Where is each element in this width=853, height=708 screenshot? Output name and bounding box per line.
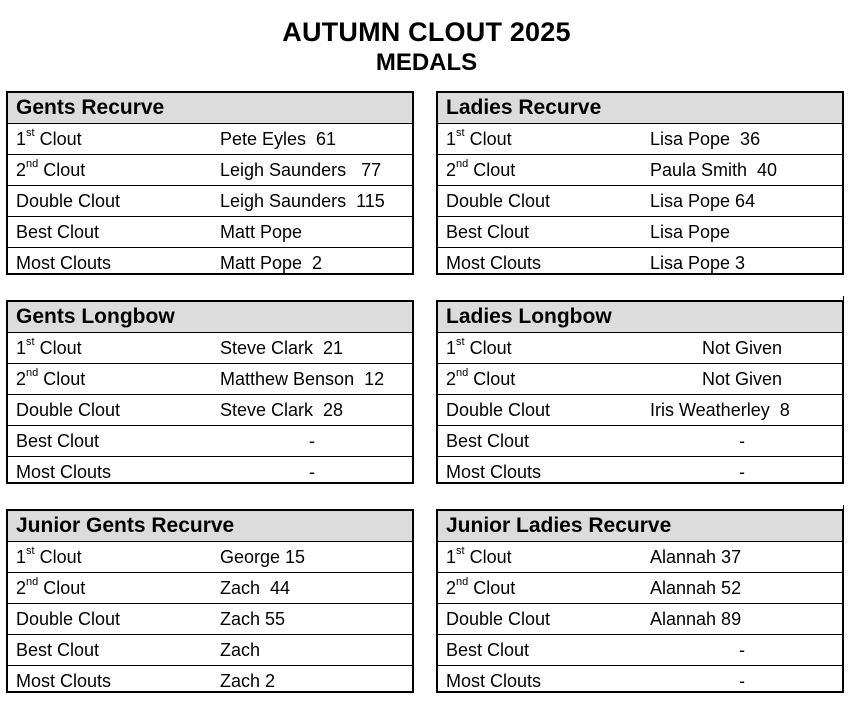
table-row xyxy=(8,364,412,395)
table-heading: Gents Recurve xyxy=(8,93,412,124)
award-name: Most Clouts xyxy=(446,462,542,482)
award-ordinal-suffix: nd xyxy=(456,576,469,588)
award-name: Most Clouts xyxy=(16,253,112,273)
right-edge-mark xyxy=(843,505,844,514)
table-row xyxy=(438,248,842,278)
right-edge-mark xyxy=(843,296,844,305)
award-label xyxy=(446,426,529,456)
winner-value: Alannah 52 xyxy=(650,578,742,598)
award-ordinal-number: 1 xyxy=(446,338,457,358)
award-name: Clout xyxy=(468,578,516,598)
winner-value: Matt Pope xyxy=(220,222,303,242)
table-row xyxy=(438,573,842,604)
table-row xyxy=(438,635,842,666)
award-name: Most Clouts xyxy=(16,462,112,482)
table-row xyxy=(438,542,842,573)
winner-value: Zach 2 xyxy=(220,671,276,691)
award-name: Best Clout xyxy=(446,222,530,242)
award-label xyxy=(446,542,512,572)
award-ordinal-suffix: nd xyxy=(26,158,39,170)
award-name: Double Clout xyxy=(446,400,551,420)
award-ordinal-suffix: nd xyxy=(456,367,469,379)
table-row xyxy=(438,426,842,457)
award-label xyxy=(16,395,120,425)
award-label xyxy=(16,333,82,363)
award-ordinal-suffix: st xyxy=(26,336,35,348)
award-name: Most Clouts xyxy=(446,253,542,273)
table-row xyxy=(8,186,412,217)
winner-value: Zach 44 xyxy=(220,578,291,598)
table-row xyxy=(8,635,412,666)
table-row xyxy=(438,186,842,217)
award-label xyxy=(16,426,99,456)
award-label xyxy=(446,124,512,154)
award-name: Double Clout xyxy=(16,609,121,629)
award-name: Double Clout xyxy=(446,609,551,629)
winner-value: - xyxy=(309,431,315,451)
award-label xyxy=(446,457,541,487)
award-label xyxy=(16,124,82,154)
table-row xyxy=(8,248,412,278)
award-ordinal-number: 1 xyxy=(16,129,27,149)
award-label xyxy=(446,333,512,363)
award-label xyxy=(446,364,515,394)
table-heading: Ladies Recurve xyxy=(438,93,842,124)
table-row xyxy=(8,542,412,573)
award-name: Clout xyxy=(468,160,516,180)
award-label xyxy=(446,573,515,603)
winner-value: Not Given xyxy=(701,338,783,358)
winner-value: Steve Clark 28 xyxy=(220,400,344,420)
winner-value: - xyxy=(739,671,745,691)
award-ordinal-suffix: st xyxy=(456,127,465,139)
award-label xyxy=(16,155,85,185)
award-ordinal-suffix: nd xyxy=(26,367,39,379)
table-row xyxy=(438,666,842,696)
winner-value: Leigh Saunders 115 xyxy=(220,191,385,211)
award-name: Most Clouts xyxy=(16,671,112,691)
award-name: Best Clout xyxy=(16,431,100,451)
award-label xyxy=(16,217,99,247)
table-row xyxy=(8,426,412,457)
award-name: Clout xyxy=(38,578,86,598)
table-row xyxy=(438,155,842,186)
winner-value: Alannah 37 xyxy=(650,547,742,567)
award-ordinal-number: 2 xyxy=(16,369,27,389)
award-label xyxy=(446,155,515,185)
award-label xyxy=(16,604,120,634)
winner-value: - xyxy=(309,462,315,482)
table-row xyxy=(438,457,842,487)
award-name: Best Clout xyxy=(16,222,100,242)
award-ordinal-suffix: st xyxy=(26,127,35,139)
award-label xyxy=(446,186,550,216)
medal-table xyxy=(436,91,844,275)
award-label xyxy=(16,542,82,572)
award-ordinal-number: 2 xyxy=(446,160,457,180)
award-name: Clout xyxy=(34,338,82,358)
table-row xyxy=(438,124,842,155)
winner-value: Alannah 89 xyxy=(650,609,742,629)
table-row xyxy=(8,124,412,155)
award-label xyxy=(16,666,111,696)
table-row xyxy=(438,364,842,395)
winner-value: Matthew Benson 12 xyxy=(220,369,385,389)
award-label xyxy=(446,666,541,696)
award-name: Double Clout xyxy=(16,400,121,420)
award-label xyxy=(16,248,111,278)
award-label xyxy=(16,635,99,665)
award-label xyxy=(16,457,111,487)
table-row xyxy=(8,395,412,426)
award-name: Best Clout xyxy=(16,640,100,660)
medal-table xyxy=(436,509,844,693)
award-ordinal-number: 2 xyxy=(16,160,27,180)
medal-table xyxy=(436,300,844,484)
medal-table xyxy=(6,300,414,484)
award-name: Clout xyxy=(468,369,516,389)
award-name: Double Clout xyxy=(16,191,121,211)
award-ordinal-suffix: st xyxy=(26,545,35,557)
award-name: Double Clout xyxy=(446,191,551,211)
award-name: Clout xyxy=(38,369,86,389)
award-ordinal-number: 1 xyxy=(446,129,457,149)
table-row xyxy=(8,155,412,186)
award-name: Clout xyxy=(464,129,512,149)
winner-value: - xyxy=(739,431,745,451)
award-name: Best Clout xyxy=(446,640,530,660)
winner-value: Lisa Pope 36 xyxy=(650,129,761,149)
table-heading: Gents Longbow xyxy=(8,302,412,333)
award-name: Clout xyxy=(464,338,512,358)
table-heading: Junior Ladies Recurve xyxy=(438,511,842,542)
table-row xyxy=(8,217,412,248)
winner-value: Matt Pope 2 xyxy=(220,253,323,273)
award-name: Most Clouts xyxy=(446,671,542,691)
award-name: Best Clout xyxy=(446,431,530,451)
award-ordinal-number: 1 xyxy=(16,338,27,358)
winner-value: Not Given xyxy=(701,369,783,389)
award-label xyxy=(446,248,541,278)
award-name: Clout xyxy=(34,129,82,149)
table-row xyxy=(8,666,412,696)
award-label xyxy=(446,395,550,425)
winner-value: Lisa Pope 64 xyxy=(650,191,756,211)
winner-value: Lisa Pope xyxy=(650,222,731,242)
award-ordinal-suffix: st xyxy=(456,545,465,557)
award-label xyxy=(446,217,529,247)
winner-value: Zach 55 xyxy=(220,609,286,629)
award-label xyxy=(446,635,529,665)
table-heading: Junior Gents Recurve xyxy=(8,511,412,542)
winner-value: - xyxy=(739,640,745,660)
table-row xyxy=(8,333,412,364)
winner-value: - xyxy=(739,462,745,482)
award-ordinal-number: 2 xyxy=(446,369,457,389)
award-name: Clout xyxy=(38,160,86,180)
document-title: AUTUMN CLOUT 2025 xyxy=(282,17,571,47)
table-row xyxy=(438,604,842,635)
award-label xyxy=(16,186,120,216)
award-ordinal-suffix: nd xyxy=(456,158,469,170)
winner-value: Iris Weatherley 8 xyxy=(650,400,790,420)
award-label xyxy=(446,604,550,634)
award-ordinal-suffix: st xyxy=(456,336,465,348)
award-ordinal-number: 1 xyxy=(16,547,27,567)
table-row xyxy=(438,395,842,426)
winner-value: Leigh Saunders 77 xyxy=(220,160,382,180)
medal-table xyxy=(6,509,414,693)
award-label xyxy=(16,364,85,394)
medal-table xyxy=(6,91,414,275)
award-ordinal-suffix: nd xyxy=(26,576,39,588)
award-name: Clout xyxy=(34,547,82,567)
award-label xyxy=(16,573,85,603)
table-row xyxy=(8,573,412,604)
winner-value: Lisa Pope 3 xyxy=(650,253,746,273)
document-subtitle: MEDALS xyxy=(375,49,478,76)
winner-value: Steve Clark 21 xyxy=(220,338,344,358)
table-heading: Ladies Longbow xyxy=(438,302,842,333)
winner-value: Paula Smith 40 xyxy=(650,160,778,180)
table-row xyxy=(8,457,412,487)
table-row xyxy=(438,217,842,248)
winner-value: George 15 xyxy=(220,547,306,567)
award-ordinal-number: 2 xyxy=(446,578,457,598)
table-row xyxy=(8,604,412,635)
award-ordinal-number: 2 xyxy=(16,578,27,598)
award-name: Clout xyxy=(464,547,512,567)
winner-value: Pete Eyles 61 xyxy=(220,129,337,149)
winner-value: Zach xyxy=(220,640,261,660)
table-row xyxy=(438,333,842,364)
award-ordinal-number: 1 xyxy=(446,547,457,567)
